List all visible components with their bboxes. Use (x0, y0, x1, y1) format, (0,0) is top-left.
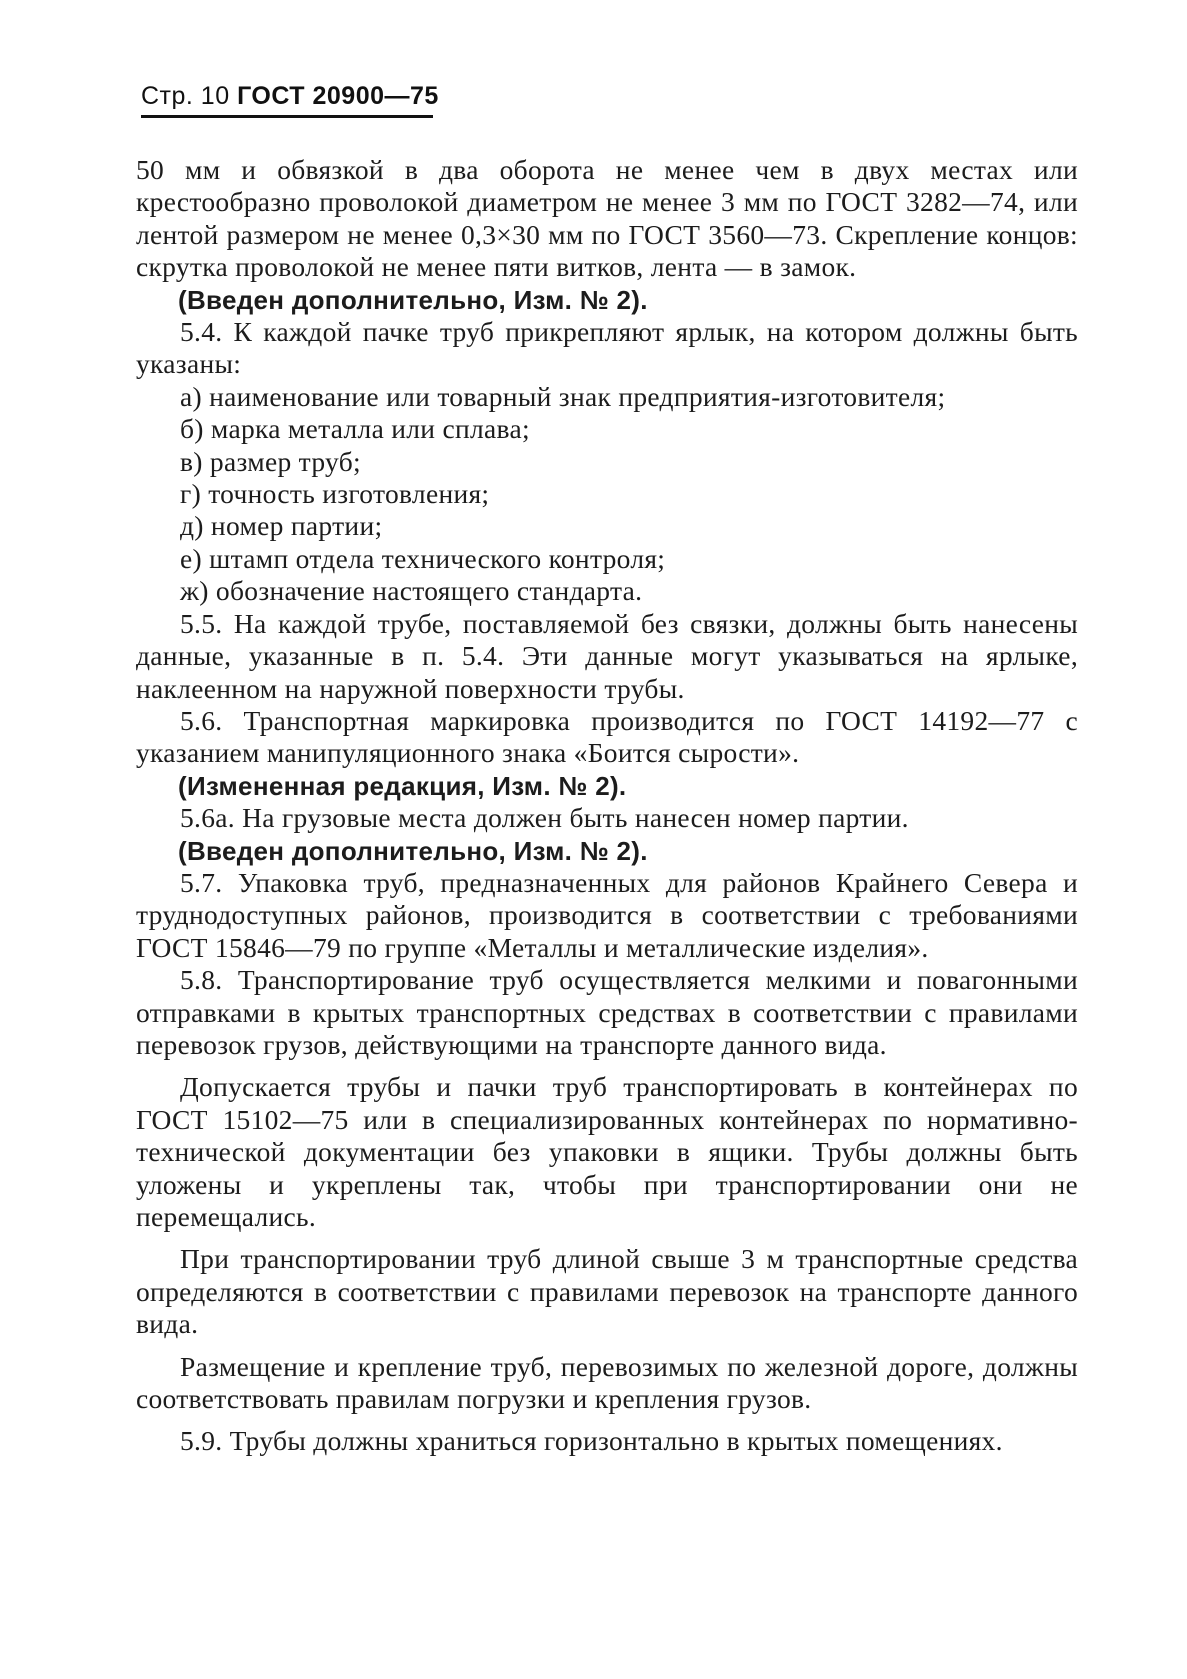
page-header (141, 82, 439, 111)
spacer (136, 1061, 1078, 1071)
clause-5-6: 5.6. Транспортная маркировка производится по ГОСТ 14192—77 с указанием манипуляционного знака «Боится сырости». (136, 704, 1078, 769)
document-body (136, 154, 1078, 1458)
page-number: Стр. 10 (141, 82, 230, 110)
amendment-note: (Введен дополнительно, Изм. № 2). (178, 835, 648, 866)
clause-5-8-containers: Допускается трубы и пачки труб транспортировать в контейнерах по ГОСТ 15102—75 или в специализированных контейнерах по нормативно-технической документации без упаковки в ящики. Трубы должны быть уложены и укреплены так, чтобы при транспортировании они не перемещались. (136, 1071, 1078, 1232)
clause-5-8-long-pipes: При транспортировании труб длиной свыше 3 м транспортные средства определяются в соответствии с правилами перевозок на транспорте данного вида. (136, 1243, 1078, 1340)
clause-5-9: 5.9. Трубы должны храниться горизонтально в крытых помещениях. (180, 1425, 1003, 1457)
spacer (136, 1233, 1078, 1243)
list-item: ж) обозначение настоящего стандарта. (180, 575, 643, 607)
clause-5-4: 5.4. К каждой пачке труб прикрепляют ярлык, на котором должны быть указаны: (136, 316, 1078, 380)
clause-5-7: 5.7. Упаковка труб, предназначенных для районов Крайнего Севера и труднодоступных районов, производится в соответствии с требованиями ГОСТ 15846—79 по группе «Металлы и металлические изделия». (136, 866, 1078, 963)
list-item: в) размер труб; (180, 445, 361, 477)
header-rule (141, 115, 433, 118)
clause-5-8: 5.8. Транспортирование труб осуществляется мелкими и повагонными отправками в крытых транспортных средствах в соответствии с правилами перевозок грузов, действующими на транспорте данного вида. (136, 964, 1078, 1060)
list-item: е) штамп отдела технического контроля; (180, 542, 666, 574)
standard-designation: ГОСТ 20900—75 (237, 82, 439, 110)
list-item: г) точность изготовления; (180, 478, 490, 510)
amendment-note: (Введен дополнительно, Изм. № 2). (178, 284, 648, 315)
spacer (136, 1415, 1078, 1425)
spacer (136, 1341, 1078, 1351)
clause-5-5: 5.5. На каждой трубе, поставляемой без связки, должны быть нанесены данные, указанные в п. 5.4. Эти данные могут указываться на ярлыке, наклеенном на наружной поверхности трубы. (136, 607, 1078, 704)
clause-5-8-railway: Размещение и крепление труб, перевозимых по железной дороге, должны соответствовать правилам погрузки и крепления грузов. (136, 1350, 1078, 1415)
amendment-note: (Измененная редакция, Изм. № 2). (178, 770, 627, 801)
list-item: д) номер партии; (180, 510, 383, 542)
list-item: б) марка металла или сплава; (180, 413, 530, 445)
clause-5-6a: 5.6а. На грузовые места должен быть нанесен номер партии. (180, 802, 909, 834)
list-item: а) наименование или товарный знак предприятия-изготовителя; (180, 380, 946, 412)
paragraph-binding: 50 мм и обвязкой в два оборота не менее чем в двух местах или крестообразно проволокой диаметром не менее 3 мм по ГОСТ 3282—74, или лентой размером не менее 0,3×30 мм по ГОСТ 3560—73. Скрепление концов: скрутка проволокой не менее пяти витков, лента — в замок. (136, 154, 1078, 283)
